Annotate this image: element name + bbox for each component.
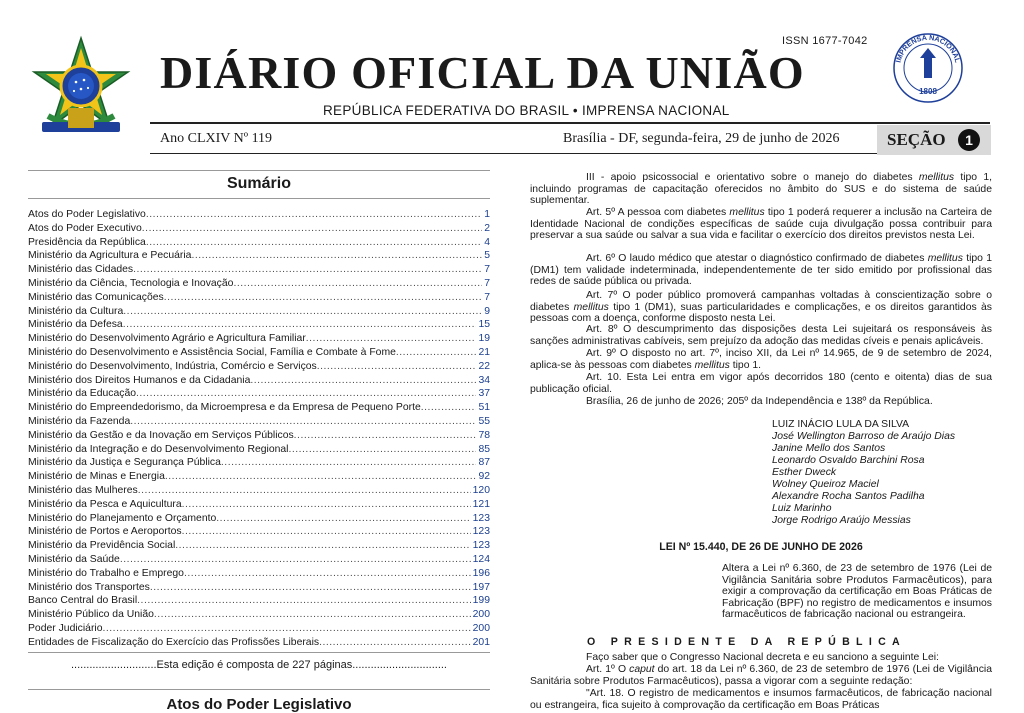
summary-item-leader bbox=[136, 387, 476, 401]
summary-item-page[interactable]: 201 bbox=[472, 636, 490, 648]
summary-item-label: Banco Central do Brasil bbox=[28, 595, 138, 607]
summary-item-label: Ministério da Pesca e Aquicultura bbox=[28, 498, 182, 510]
summary-item-leader bbox=[250, 374, 476, 388]
summary-item-page[interactable]: 196 bbox=[472, 567, 490, 579]
summary-title: Sumário bbox=[226, 175, 291, 192]
summary-item-label: Ministério da Agricultura e Pecuária bbox=[28, 250, 192, 262]
summary-item[interactable] bbox=[28, 429, 490, 443]
summary-item[interactable] bbox=[28, 456, 490, 470]
summary-item-leader bbox=[294, 429, 477, 443]
summary-item[interactable] bbox=[28, 305, 490, 319]
summary-item[interactable] bbox=[28, 277, 490, 291]
summary-item-page[interactable]: 92 bbox=[478, 471, 490, 483]
section-number-badge: 1 bbox=[958, 129, 980, 151]
summary-item-label: Presidência da República bbox=[28, 236, 146, 248]
seal-text: IMPRENSA NACIONAL bbox=[893, 32, 963, 64]
summary-item-label: Ministério das Mulheres bbox=[28, 484, 138, 496]
summary-item-page[interactable]: 199 bbox=[472, 595, 490, 607]
summary-item-leader bbox=[120, 553, 471, 567]
minister-signature: Wolney Queiroz Maciel bbox=[772, 479, 879, 490]
summary-item-label: Ministério da Saúde bbox=[28, 553, 120, 565]
summary-item-leader bbox=[103, 622, 471, 636]
summary-item[interactable] bbox=[28, 332, 490, 346]
summary-item-page[interactable]: 51 bbox=[478, 402, 490, 414]
summary-item-label: Atos do Poder Executivo bbox=[28, 222, 142, 234]
law-paragraph: Art. 10. Esta Lei entra em vigor após decorridos 180 (cento e oitenta) dias de sua publicação oficial. bbox=[530, 372, 992, 395]
summary-item-leader bbox=[175, 539, 470, 553]
summary-item[interactable] bbox=[28, 581, 490, 595]
minister-signature: Luiz Marinho bbox=[772, 503, 832, 514]
summary-item-leader bbox=[123, 305, 482, 319]
law-paragraph: Faço saber que o Congresso Nacional decreta e eu sanciono a seguinte Lei: bbox=[586, 652, 939, 663]
summary-item-page[interactable]: 9 bbox=[484, 305, 490, 317]
law-paragraph: Art. 9º O disposto no art. 7º, inciso XII, da Lei nº 14.965, de 9 de setembro de 2024, aplica-se às pessoas com diabetes mellitus tipo 1. bbox=[530, 348, 992, 371]
summary-item-label: Ministério dos Transportes bbox=[28, 581, 150, 593]
summary-item[interactable] bbox=[28, 608, 490, 622]
header-rule-lower bbox=[150, 153, 877, 154]
summary-item[interactable] bbox=[28, 553, 490, 567]
law-title: LEI Nº 15.440, DE 26 DE JUNHO DE 2026 bbox=[659, 541, 863, 553]
summary-item[interactable] bbox=[28, 291, 490, 305]
law-paragraph: Art. 5º A pessoa com diabetes mellitus tipo 1 poderá requerer a inclusão na Carteira de Identidade Nacional de condições específicas de saúde cuja divulgação possa contribuir para preservar a sua saúde ou salvar a sua vida e facilitar o exercício dos direitos previstos nesta Lei. bbox=[530, 207, 992, 242]
summary-item-leader bbox=[130, 415, 476, 429]
summary-item-label: Poder Judiciário bbox=[28, 622, 103, 634]
summary-item-leader bbox=[138, 484, 471, 498]
summary-item[interactable] bbox=[28, 360, 490, 374]
signing-date: Brasília, 26 de junho de 2026; 205º da Independência e 138º da República. bbox=[586, 396, 933, 407]
law-paragraph: Art. 6º O laudo médico que atestar o diagnóstico confirmado de diabetes mellitus tipo 1 (DM1) tem validade indeterminada, independentemente de ter sido emitido por profissional das redes de saúde pública ou privada. bbox=[530, 253, 992, 288]
summary-item-page[interactable]: 5 bbox=[484, 250, 490, 262]
summary-item[interactable] bbox=[28, 498, 490, 512]
summary-item-page[interactable]: 7 bbox=[484, 291, 490, 303]
dateline: Brasília - DF, segunda-feira, 29 de junho de 2026 bbox=[563, 131, 840, 146]
summary-item-label: Ministério da Gestão e da Inovação em Serviços Públicos bbox=[28, 429, 294, 441]
summary-item[interactable] bbox=[28, 208, 490, 222]
summary-item-label: Ministério da Cultura bbox=[28, 305, 124, 317]
summary-item-page[interactable]: 197 bbox=[472, 581, 490, 593]
summary-item-page[interactable]: 7 bbox=[484, 264, 490, 276]
minister-signature: Alexandre Rocha Santos Padilha bbox=[772, 491, 925, 502]
section-label: SEÇÃO bbox=[887, 130, 946, 149]
edition-note: ............................Esta edição é composta de 227 páginas............................... bbox=[70, 659, 447, 671]
imprensa-nacional-seal-icon bbox=[892, 32, 964, 104]
summary-item-leader bbox=[191, 249, 482, 263]
summary-item-label: Ministério de Portos e Aeroportos bbox=[28, 526, 182, 538]
minister-signature: Janine Mello dos Santos bbox=[772, 443, 886, 454]
summary-item-page[interactable]: 22 bbox=[478, 360, 490, 372]
summary-item-leader bbox=[421, 401, 477, 415]
summary-item-page[interactable]: 85 bbox=[478, 443, 490, 455]
summary-bottom-rule bbox=[28, 652, 490, 653]
summary-item-leader bbox=[306, 332, 477, 346]
summary-item-label: Ministério do Desenvolvimento Agrário e Agricultura Familiar bbox=[28, 333, 306, 345]
summary-item-label: Ministério das Comunicações bbox=[28, 291, 164, 303]
summary-item-page[interactable]: 15 bbox=[478, 319, 490, 331]
summary-item-leader bbox=[317, 360, 477, 374]
summary-list bbox=[28, 208, 490, 650]
summary-item-page[interactable]: 78 bbox=[478, 429, 490, 441]
summary-item[interactable] bbox=[28, 346, 490, 360]
summary-item-page[interactable]: 120 bbox=[472, 484, 490, 496]
summary-item-page[interactable]: 1 bbox=[484, 209, 490, 220]
law-paragraph: Art. 1º O caput do art. 18 da Lei nº 6.360, de 23 de setembro de 1976 (Lei de Vigilância Sanitária sobre Produtos Farmacêuticos), passa a vigorar com a seguinte redação: bbox=[530, 664, 992, 687]
summary-item[interactable] bbox=[28, 236, 490, 250]
minister-signature: José Wellington Barroso de Araújo Dias bbox=[772, 431, 956, 442]
law-paragraph: Art. 7º O poder público promoverá campanhas voltadas à conscientização sobre o diabetes mellitus tipo 1 (DM1), suas particularidades e complicações, e os direitos garantidos às pessoas com a doença, conforme disposto nesta Lei. bbox=[530, 290, 992, 325]
summary-item-leader bbox=[150, 581, 471, 595]
issn: ISSN 1677-7042 bbox=[782, 35, 868, 47]
summary-item-page[interactable]: 200 bbox=[472, 609, 490, 621]
summary-item-leader bbox=[165, 470, 477, 484]
summary-item[interactable] bbox=[28, 374, 490, 388]
summary-item[interactable] bbox=[28, 249, 490, 263]
coat-of-arms-icon bbox=[28, 34, 134, 146]
summary-item[interactable] bbox=[28, 387, 490, 401]
summary-item-page[interactable]: 7 bbox=[484, 277, 490, 289]
summary-item-leader bbox=[164, 291, 483, 305]
summary-item-page[interactable]: 19 bbox=[478, 333, 490, 345]
summary-item-page[interactable]: 124 bbox=[472, 553, 490, 565]
seal-year: 1808 bbox=[919, 87, 937, 96]
law-ementa: Altera a Lei nº 6.360, de 23 de setembro de 1976 (Lei de Vigilância Sanitária sobre Produtos Farmacêuticos), para exigir a comprovação da certificação em Boas Práticas de Fabricação (BPF) no registro de medicamentos e insumos farmacêuticos de fabricação nacional ou estrangeira. bbox=[722, 563, 992, 621]
summary-item[interactable] bbox=[28, 401, 490, 415]
masthead-title: DIÁRIO OFICIAL DA UNIÃO bbox=[160, 47, 805, 98]
summary-item-leader bbox=[133, 263, 482, 277]
summary-item[interactable] bbox=[28, 484, 490, 498]
edition-number: Ano CLXIV Nº 119 bbox=[160, 131, 273, 146]
summary-item[interactable] bbox=[28, 594, 490, 608]
summary-item-label: Ministério da Integração e do Desenvolvimento Regional bbox=[28, 443, 289, 455]
summary-item[interactable] bbox=[28, 470, 490, 484]
summary-item-label: Ministério do Planejamento e Orçamento bbox=[28, 512, 217, 524]
summary-item-page[interactable]: 21 bbox=[478, 346, 490, 358]
summary-item-label: Ministério do Desenvolvimento, Indústria, Comércio e Serviços bbox=[28, 360, 317, 372]
summary-item-label: Ministério dos Direitos Humanos e da Cidadania bbox=[28, 374, 251, 386]
president-signature: LUIZ INÁCIO LULA DA SILVA bbox=[772, 419, 910, 430]
summary-item-leader bbox=[154, 608, 471, 622]
section-heading: Atos do Poder Legislativo bbox=[166, 696, 352, 713]
summary-item-page[interactable]: 2 bbox=[484, 222, 490, 234]
minister-signature: Jorge Rodrigo Araújo Messias bbox=[772, 515, 911, 526]
summary-item[interactable] bbox=[28, 222, 490, 236]
summary-top-rule bbox=[28, 170, 490, 171]
summary-item[interactable] bbox=[28, 636, 490, 650]
summary-item-label: Ministério da Justiça e Segurança Pública bbox=[28, 457, 221, 469]
summary-item-page[interactable]: 34 bbox=[478, 374, 490, 386]
summary-item-leader bbox=[146, 208, 482, 222]
summary-item-leader bbox=[142, 222, 482, 236]
summary-item-label: Ministério da Fazenda bbox=[28, 415, 131, 427]
summary-item-page[interactable]: 123 bbox=[472, 540, 490, 552]
summary-item-leader bbox=[182, 525, 471, 539]
summary-item-label: Ministério do Empreendedorismo, da Microempresa e da Empresa de Pequeno Porte bbox=[28, 402, 421, 414]
summary-item[interactable] bbox=[28, 567, 490, 581]
president-heading: O PRESIDENTE DA REPÚBLICA bbox=[587, 636, 906, 648]
summary-item-label: Atos do Poder Legislativo bbox=[28, 209, 146, 220]
summary-item[interactable] bbox=[28, 263, 490, 277]
summary-item-page[interactable]: 37 bbox=[478, 388, 490, 400]
summary-item-leader bbox=[123, 318, 477, 332]
summary-item[interactable] bbox=[28, 539, 490, 553]
summary-item-label: Ministério do Desenvolvimento e Assistência Social, Família e Combate à Fome bbox=[28, 346, 396, 358]
summary-item-leader bbox=[221, 456, 477, 470]
summary-item-label: Ministério da Ciência, Tecnologia e Inovação bbox=[28, 277, 234, 289]
law-paragraph: III - apoio psicossocial e orientativo sobre o manejo do diabetes mellitus tipo 1, incluindo programas de capacitação oferecidos no âmbito do SUS e do sistema de saúde suplementar. bbox=[530, 172, 992, 207]
law-paragraph: Art. 8º O descumprimento das disposições desta Lei sujeitará os responsáveis às sanções administrativas cabíveis, sem prejuízo da adoção das medidas cíveis e penais aplicáveis. bbox=[530, 324, 992, 347]
summary-item-page[interactable]: 87 bbox=[478, 457, 490, 469]
summary-item[interactable] bbox=[28, 525, 490, 539]
summary-item-label: Ministério da Previdência Social bbox=[28, 540, 176, 552]
summary-item[interactable] bbox=[28, 443, 490, 457]
summary-item-page[interactable]: 121 bbox=[472, 498, 490, 510]
summary-item-label: Ministério de Minas e Energia bbox=[28, 471, 165, 483]
summary-item-leader bbox=[182, 498, 471, 512]
summary-item-leader bbox=[396, 346, 477, 360]
summary-item-page[interactable]: 55 bbox=[478, 415, 490, 427]
summary-title-rule bbox=[28, 198, 490, 199]
summary-item-page[interactable]: 4 bbox=[484, 236, 490, 248]
summary-item-leader bbox=[184, 567, 471, 581]
summary-item-label: Ministério do Trabalho e Emprego bbox=[28, 567, 184, 579]
summary-item-page[interactable]: 123 bbox=[472, 526, 490, 538]
summary-item-label: Ministério da Educação bbox=[28, 388, 137, 400]
summary-item-page[interactable]: 123 bbox=[472, 512, 490, 524]
summary-item-leader bbox=[319, 636, 471, 650]
summary-item-leader bbox=[216, 512, 470, 526]
summary-item[interactable] bbox=[28, 415, 490, 429]
header-rule bbox=[150, 122, 990, 124]
summary-item-leader bbox=[146, 236, 482, 250]
summary-item[interactable] bbox=[28, 512, 490, 526]
masthead-subtitle: REPÚBLICA FEDERATIVA DO BRASIL • IMPRENSA NACIONAL bbox=[323, 103, 730, 118]
summary-item-leader bbox=[137, 594, 470, 608]
law-paragraph: "Art. 18. O registro de medicamentos e insumos farmacêuticos, de fabricação nacional ou estrangeira, fica sujeito à comprovação da certificação em Boas Práticas bbox=[530, 688, 992, 711]
summary-item-leader bbox=[233, 277, 482, 291]
summary-item[interactable] bbox=[28, 318, 490, 332]
summary-item-label: Ministério das Cidades bbox=[28, 264, 134, 276]
minister-signature: Leonardo Osvaldo Barchini Rosa bbox=[772, 455, 925, 466]
minister-signature: Esther Dweck bbox=[772, 467, 837, 478]
summary-item[interactable] bbox=[28, 622, 490, 636]
summary-item-page[interactable]: 200 bbox=[472, 622, 490, 634]
section-top-rule bbox=[28, 689, 490, 690]
summary-item-label: Ministério da Defesa bbox=[28, 319, 123, 331]
summary-item-label: Entidades de Fiscalização do Exercício das Profissões Liberais bbox=[28, 636, 320, 648]
summary-item-leader bbox=[289, 443, 477, 457]
summary-item-label: Ministério Público da União bbox=[28, 609, 154, 621]
